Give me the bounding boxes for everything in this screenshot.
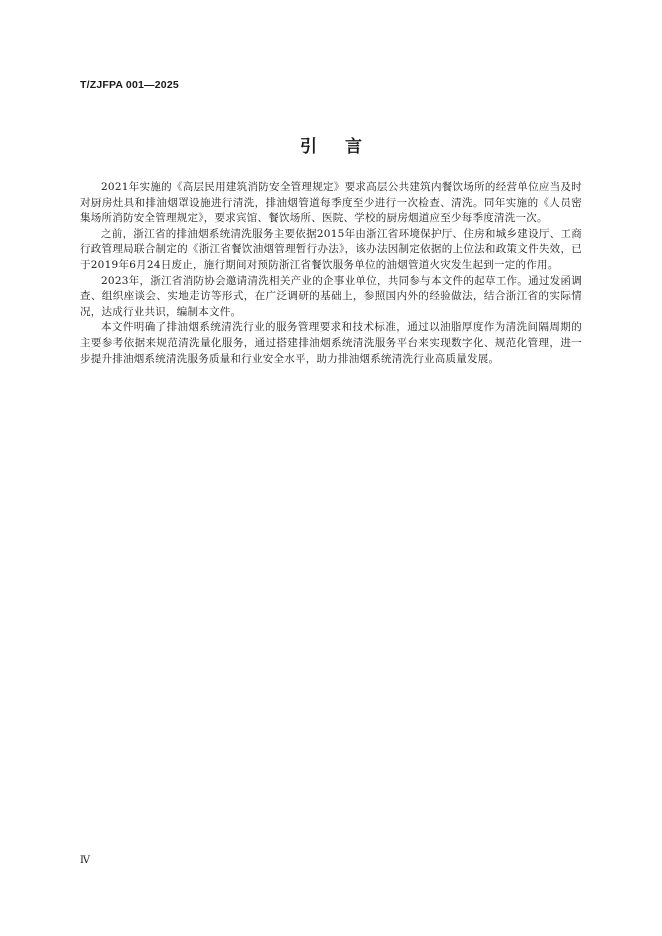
section-title: 引言: [300, 137, 390, 157]
document-code: T/ZJFPA 001—2025: [80, 79, 179, 91]
page-number: Ⅳ: [80, 855, 90, 866]
body-text: [80, 180, 582, 367]
paragraph-4: 本文件明确了排油烟系统清洗行业的服务管理要求和技术标准，通过以油脂厚度作为清洗间隔周期的主要参考依据来规范清洗量化服务，通过搭建排油烟系统清洗服务平台来实现数字化、规范化管理，进一步提升排油烟系统清洗服务质量和行业安全水平，助力排油烟系统清洗行业高质量发展。: [80, 321, 582, 365]
paragraph-2: 之前，浙江省的排油烟系统清洗服务主要依据2015年由浙江省环境保护厅、住房和城乡建设厅、工商行政管理局联合制定的《浙江省餐饮油烟管理暂行办法》，该办法因制定依据的上位法和政策文件失效，已于2019年6月24日废止，施行期间对预防浙江省餐饮服务单位的油烟管道火灾发生起到一定的作用。: [80, 227, 582, 271]
paragraph-3: 2023年，浙江省消防协会邀请清洗相关产业的企事业单位，共同参与本文件的起草工作。通过发函调查、组织座谈会、实地走访等形式，在广泛调研的基础上，参照国内外的经验做法，结合浙江省的实际情况，达成行业共识，编制本文件。: [80, 274, 582, 318]
paragraph-1: 2021年实施的《高层民用建筑消防安全管理规定》要求高层公共建筑内餐饮场所的经营单位应当及时对厨房灶具和排油烟罩设施进行清洗，排油烟管道每季度至少进行一次检查、清洗。同年实施的《人员密集场所消防安全管理规定》，要求宾馆、餐饮场所、医院、学校的厨房烟道应至少每季度清洗一次。: [80, 181, 582, 225]
